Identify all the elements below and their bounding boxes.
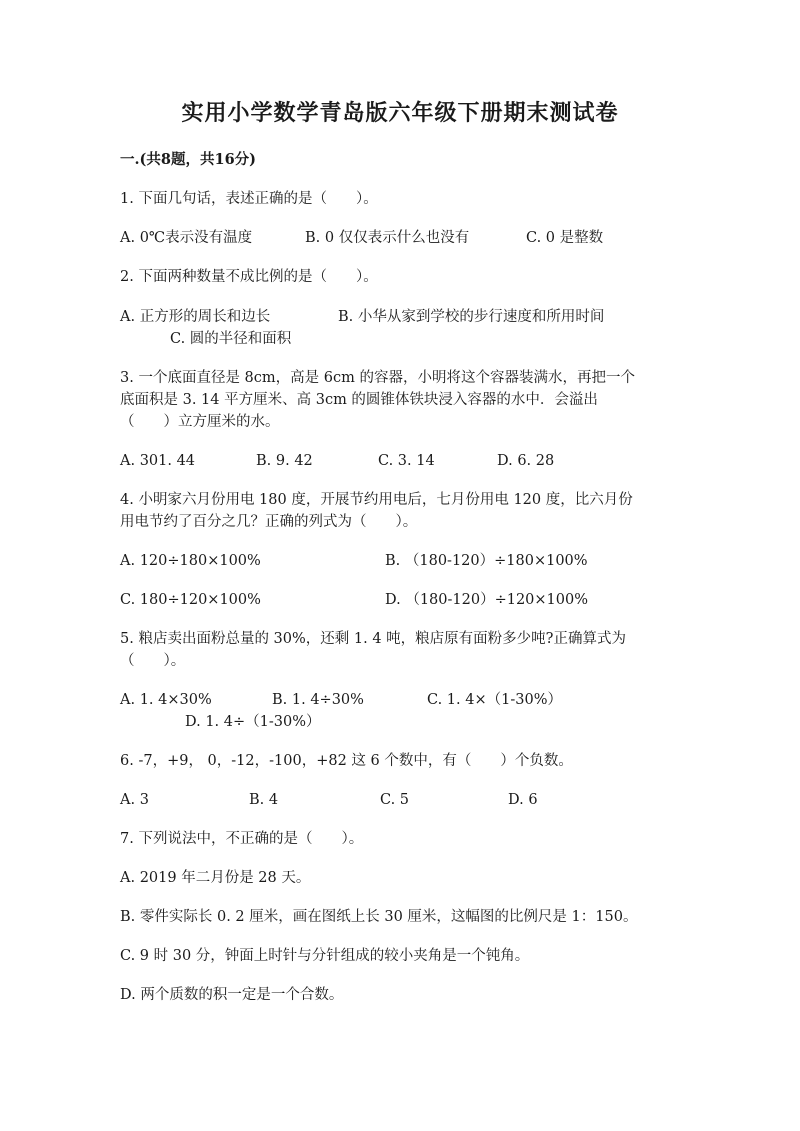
question-7-option-d: D. 两个质数的积一定是一个合数。 [120,987,344,1003]
question-1-option-a: A. 0℃表示没有温度 [120,230,253,246]
question-3-option-d: D. 6. 28 [497,453,555,469]
question-7-option-b: B. 零件实际长 0. 2 厘米，画在图纸上长 30 厘米，这幅图的比例尺是 1：150。 [120,909,638,925]
question-3-stem-line-3: （ ）立方厘米的水。 [120,414,280,430]
question-4-option-c: C. 180÷120×100% [120,592,261,608]
question-1-stem: 1. 下面几句话，表述正确的是（ ）。 [120,191,378,207]
question-2-stem: 2. 下面两种数量不成比例的是（ ）。 [120,269,378,285]
question-6-option-c: C. 5 [380,792,410,808]
page-title: 实用小学数学青岛版六年级下册期末测试卷 [181,100,619,126]
question-7-stem: 7. 下列说法中，不正确的是（ ）。 [120,831,364,847]
question-4-stem-line-1: 4. 小明家六月份用电 180 度，开展节约用电后，七月份用电 120 度，比六月份 [120,492,633,508]
question-3-stem-line-2: 底面积是 3. 14 平方厘米、高 3cm 的圆锥体铁块浸入容器的水中．会溢出 [120,392,598,408]
question-3-option-b: B. 9. 42 [256,453,313,469]
question-5-stem-line-2: （ ）。 [120,653,186,669]
question-4-stem-line-2: 用电节约了百分之几？正确的列式为（ ）。 [120,514,418,530]
question-5-stem-line-1: 5. 粮店卖出面粉总量的 30%，还剩 1. 4 吨，粮店原有面粉多少吨?正确算式为 [120,631,626,647]
question-1-option-c: C. 0 是整数 [526,230,604,246]
question-6-stem: 6. -7，+9， 0，-12，-100，+82 这 6 个数中，有（ ）个负数。 [120,753,573,769]
question-5-option-b: B. 1. 4÷30% [272,692,364,708]
question-5-option-a: A. 1. 4×30% [120,692,212,708]
question-2-option-c: C. 圆的半径和面积 [170,331,292,347]
question-6-option-b: B. 4 [249,792,279,808]
question-7-option-a: A. 2019 年二月份是 28 天。 [120,870,311,886]
question-6-option-a: A. 3 [120,792,149,808]
question-1-option-b: B. 0 仅仅表示什么也没有 [305,230,470,246]
question-6-option-d: D. 6 [508,792,538,808]
question-5-option-d: D. 1. 4÷（1-30%） [185,714,321,730]
question-3-option-a: A. 301. 44 [120,453,196,469]
section-heading: 一.(共8题，共16分) [120,151,257,168]
question-2-option-b: B. 小华从家到学校的步行速度和所用时间 [338,309,605,325]
question-3-option-c: C. 3. 14 [378,453,435,469]
question-2-option-a: A. 正方形的周长和边长 [120,309,271,325]
question-3-stem-line-1: 3. 一个底面直径是 8cm，高是 6cm 的容器，小明将这个容器装满水，再把一个 [120,370,635,386]
question-5-option-c: C. 1. 4×（1-30%） [427,692,562,708]
question-4-option-a: A. 120÷180×100% [120,553,261,569]
question-4-option-b: B. （180-120）÷180×100% [385,553,588,569]
question-4-option-d: D. （180-120）÷120×100% [385,592,589,608]
question-7-option-c: C. 9 时 30 分，钟面上时针与分针组成的较小夹角是一个钝角。 [120,948,530,964]
